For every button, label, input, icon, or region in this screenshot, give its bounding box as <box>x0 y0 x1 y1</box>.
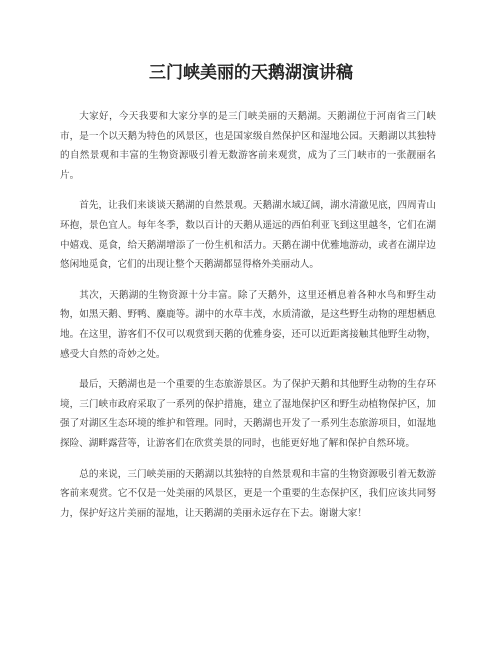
document-title: 三门峡美丽的天鹅湖演讲稿 <box>149 63 353 83</box>
paragraph-conclusion: 总的来说，三门峡美丽的天鹅湖以其独特的自然景观和丰富的生物资源吸引着无数游客前来观赏。它不仅是一处美丽的风景区，更是一个重要的生态保护区，我们应该共同努力，保护好这片美丽的湿地，让天鹅湖的美丽永远存在下去。谢谢大家！ <box>60 468 436 519</box>
paragraph-natural-scenery: 首先，让我们来谈谈天鹅湖的自然景观。天鹅湖水域辽阔，湖水清澈见底，四周青山环抱，景色宜人。每年冬季，数以百计的天鹅从遥远的西伯利亚飞到这里越冬，它们在湖中嬉戏、觅食，给天鹅湖增添了一份生机和活力。天鹅在湖中优雅地游动，或者在湖岸边悠闲地觅食，它们的出现让整个天鹅湖都显得格外美丽动人。 <box>60 200 436 271</box>
paragraph-biological-resources: 其次，天鹅湖的生物资源十分丰富。除了天鹅外，这里还栖息着各种水鸟和野生动物，如黑天鹅、野鸭、麋鹿等。湖中的水草丰茂，水质清澈，是这些野生动物的理想栖息地。在这里，游客们不仅可以观赏到天鹅的优雅身姿，还可以近距离接触其他野生动物，感受大自然的奇妙之处。 <box>60 289 436 360</box>
paragraph-eco-tourism: 最后，天鹅湖也是一个重要的生态旅游景区。为了保护天鹅和其他野生动物的生存环境，三门峡市政府采取了一系列的保护措施，建立了湿地保护区和野生动植物保护区，加强了对湖区生态环境的维护和管理。同时，天鹅湖也开发了一系列生态旅游项目，如湿地探险、湖畔露营等，让游客们在欣赏美景的同时，也能更好地了解和保护自然环境。 <box>60 379 436 449</box>
document-body <box>60 107 436 523</box>
paragraph-intro: 大家好，今天我要和大家分享的是三门峡美丽的天鹅湖。天鹅湖位于河南省三门峡市，是一个以天鹅为特色的风景区，也是国家级自然保护区和湿地公园。天鹅湖以其独特的自然景观和丰富的生物资源吸引着无数游客前来观赏，成为了三门峡市的一张靓丽名片。 <box>60 111 436 181</box>
